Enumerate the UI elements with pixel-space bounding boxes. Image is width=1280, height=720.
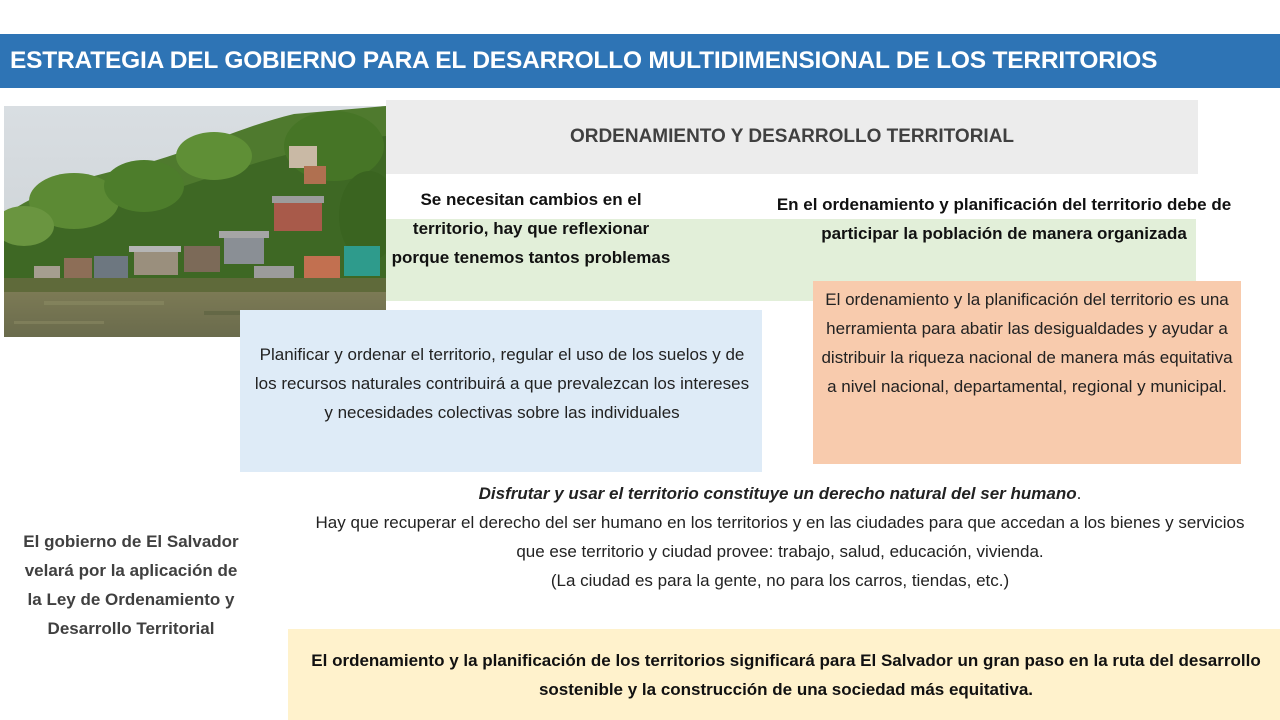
tool-statement: El ordenamiento y la planificación del territorio es una herramienta para abatir las desigualdades y ayudar a distribuir la riqueza nacional de manera más equitativa a nivel nacional, departamental, regional y municipal. <box>821 290 1233 396</box>
right-to-territory-note: (La ciudad es para la gente, no para los carros, tiendas, etc.) <box>550 571 1010 590</box>
planning-statement: Planificar y ordenar el territorio, regular el uso de los suelos y de los recursos naturales contribuirá a que prevalezcan los intereses y necesidades colectivas sobre las individuales <box>254 345 750 422</box>
government-statement: El gobierno de El Salvador velará por la aplicación de la Ley de Ordenamiento y Desarrollo Territorial <box>23 532 239 638</box>
right-to-territory-body: Hay que recuperar el derecho del ser humano en los territorios y en las ciudades para que accedan a los bienes y servicios que ese territorio y ciudad provee: trabajo, salud, educación, vivienda. <box>315 513 1245 561</box>
section-title: ORDENAMIENTO Y DESARROLLO TERRITORIAL <box>569 126 1015 147</box>
participation-statement: En el ordenamiento y planificación del territorio debe de participar la población de manera organizada <box>776 195 1232 243</box>
slide-title: ESTRATEGIA DEL GOBIERNO PARA EL DESARROLLO MULTIDIMENSIONAL DE LOS TERRITORIOS <box>10 47 1158 74</box>
riverside-settlement-photo <box>4 106 386 337</box>
right-to-territory-block <box>300 479 1260 595</box>
cambios-statement: Se necesitan cambios en el territorio, hay que reflexionar porque tenemos tantos problemas <box>391 190 671 267</box>
conclusion-statement: El ordenamiento y la planificación de los territorios significará para El Salvador un gran paso en la ruta del desarrollo sostenible y la construcción de una sociedad más equitativa. <box>311 651 1261 699</box>
emphasis-period: . <box>1076 484 1082 503</box>
right-to-territory-emphasis: Disfrutar y usar el territorio constituye un derecho natural del ser humano <box>478 484 1077 503</box>
